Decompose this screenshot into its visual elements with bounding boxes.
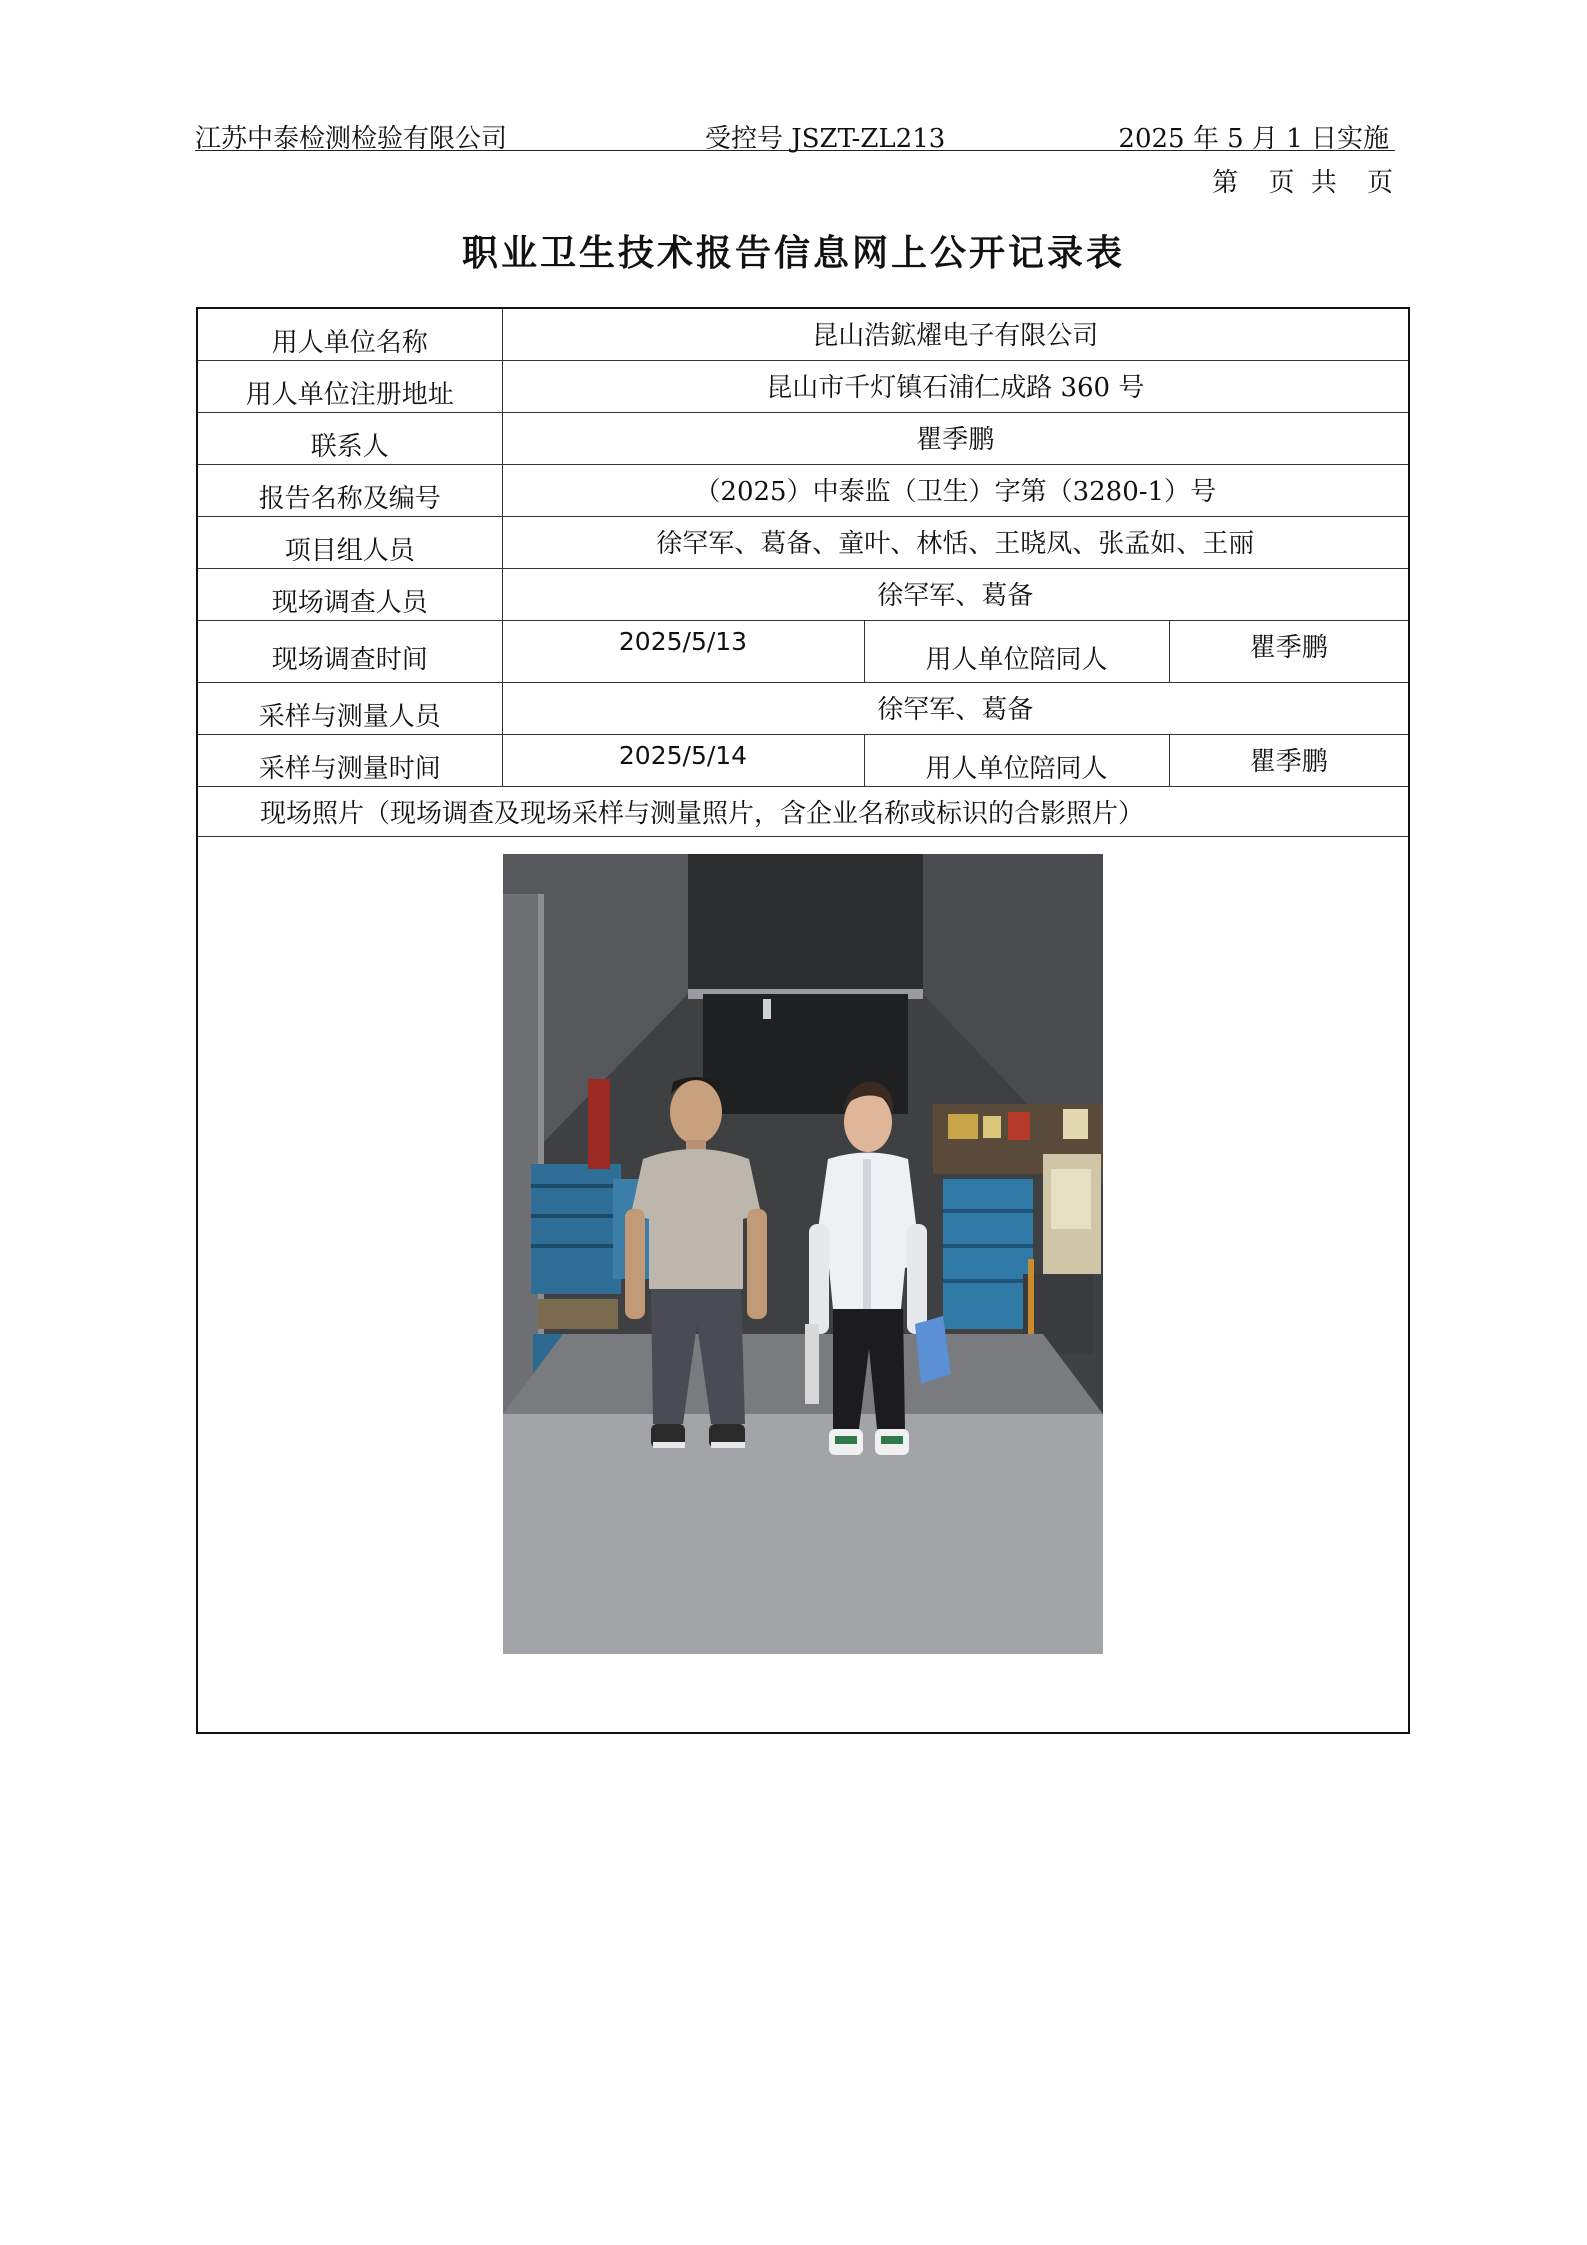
survey-escort-value: 瞿季鹏 <box>1169 620 1409 682</box>
team-label: 项目组人员 <box>197 516 502 568</box>
survey-staff-label: 现场调查人员 <box>197 568 502 620</box>
employer-name-label: 用人单位名称 <box>197 308 502 360</box>
contact-value: 瞿季鹏 <box>502 412 1409 464</box>
survey-escort-label: 用人单位陪同人 <box>864 620 1169 682</box>
survey-time-label: 现场调查时间 <box>197 620 502 682</box>
sampling-escort-label: 用人单位陪同人 <box>864 734 1169 786</box>
address-value: 昆山市千灯镇石浦仁成路 360 号 <box>502 360 1409 412</box>
page-count <box>1198 162 1397 199</box>
table-row <box>197 464 1409 516</box>
table-row <box>197 516 1409 568</box>
table-row <box>197 786 1409 836</box>
table-row <box>197 836 1409 1733</box>
report-value: （2025）中泰监（卫生）字第（3280-1）号 <box>502 464 1409 516</box>
record-table <box>196 307 1410 1734</box>
table-row <box>197 308 1409 360</box>
table-row <box>197 734 1409 786</box>
page-suffix: 页 <box>1366 168 1397 198</box>
sampling-time-value: 2025/5/14 <box>502 734 864 786</box>
table-row <box>197 568 1409 620</box>
sampling-staff-label: 采样与测量人员 <box>197 682 502 734</box>
site-photo <box>503 854 1103 1654</box>
photo-label: 现场照片（现场调查及现场采样与测量照片，含企业名称或标识的合影照片） <box>197 786 1409 836</box>
employer-name-value: 昆山浩鉱燿电子有限公司 <box>502 308 1409 360</box>
site-photo-illustration <box>503 854 1103 1654</box>
page-prefix: 第 <box>1212 168 1243 198</box>
sampling-escort-value: 瞿季鹏 <box>1169 734 1409 786</box>
table-row <box>197 682 1409 734</box>
page-title: 职业卫生技术报告信息网上公开记录表 <box>461 233 1125 274</box>
company-name: 江苏中泰检测检验有限公司 <box>195 124 508 154</box>
table-row <box>197 360 1409 412</box>
sampling-time-label: 采样与测量时间 <box>197 734 502 786</box>
survey-time-value: 2025/5/13 <box>502 620 864 682</box>
photo-cell <box>197 836 1409 1733</box>
table-row <box>197 620 1409 682</box>
report-label: 报告名称及编号 <box>197 464 502 516</box>
survey-staff-value: 徐罕军、葛备 <box>502 568 1409 620</box>
address-label: 用人单位注册地址 <box>197 360 502 412</box>
table-row <box>197 412 1409 464</box>
control-number: 受控号 JSZT-ZL213 <box>705 124 946 154</box>
contact-label: 联系人 <box>197 412 502 464</box>
team-value: 徐罕军、葛备、童叶、林恬、王晓凤、张孟如、王丽 <box>502 516 1409 568</box>
running-header <box>195 118 1395 154</box>
effective-date: 2025 年 5 月 1 日实施 <box>1118 124 1389 154</box>
sampling-staff-value: 徐罕军、葛备 <box>502 682 1409 734</box>
page-mid: 页 共 <box>1268 168 1341 198</box>
